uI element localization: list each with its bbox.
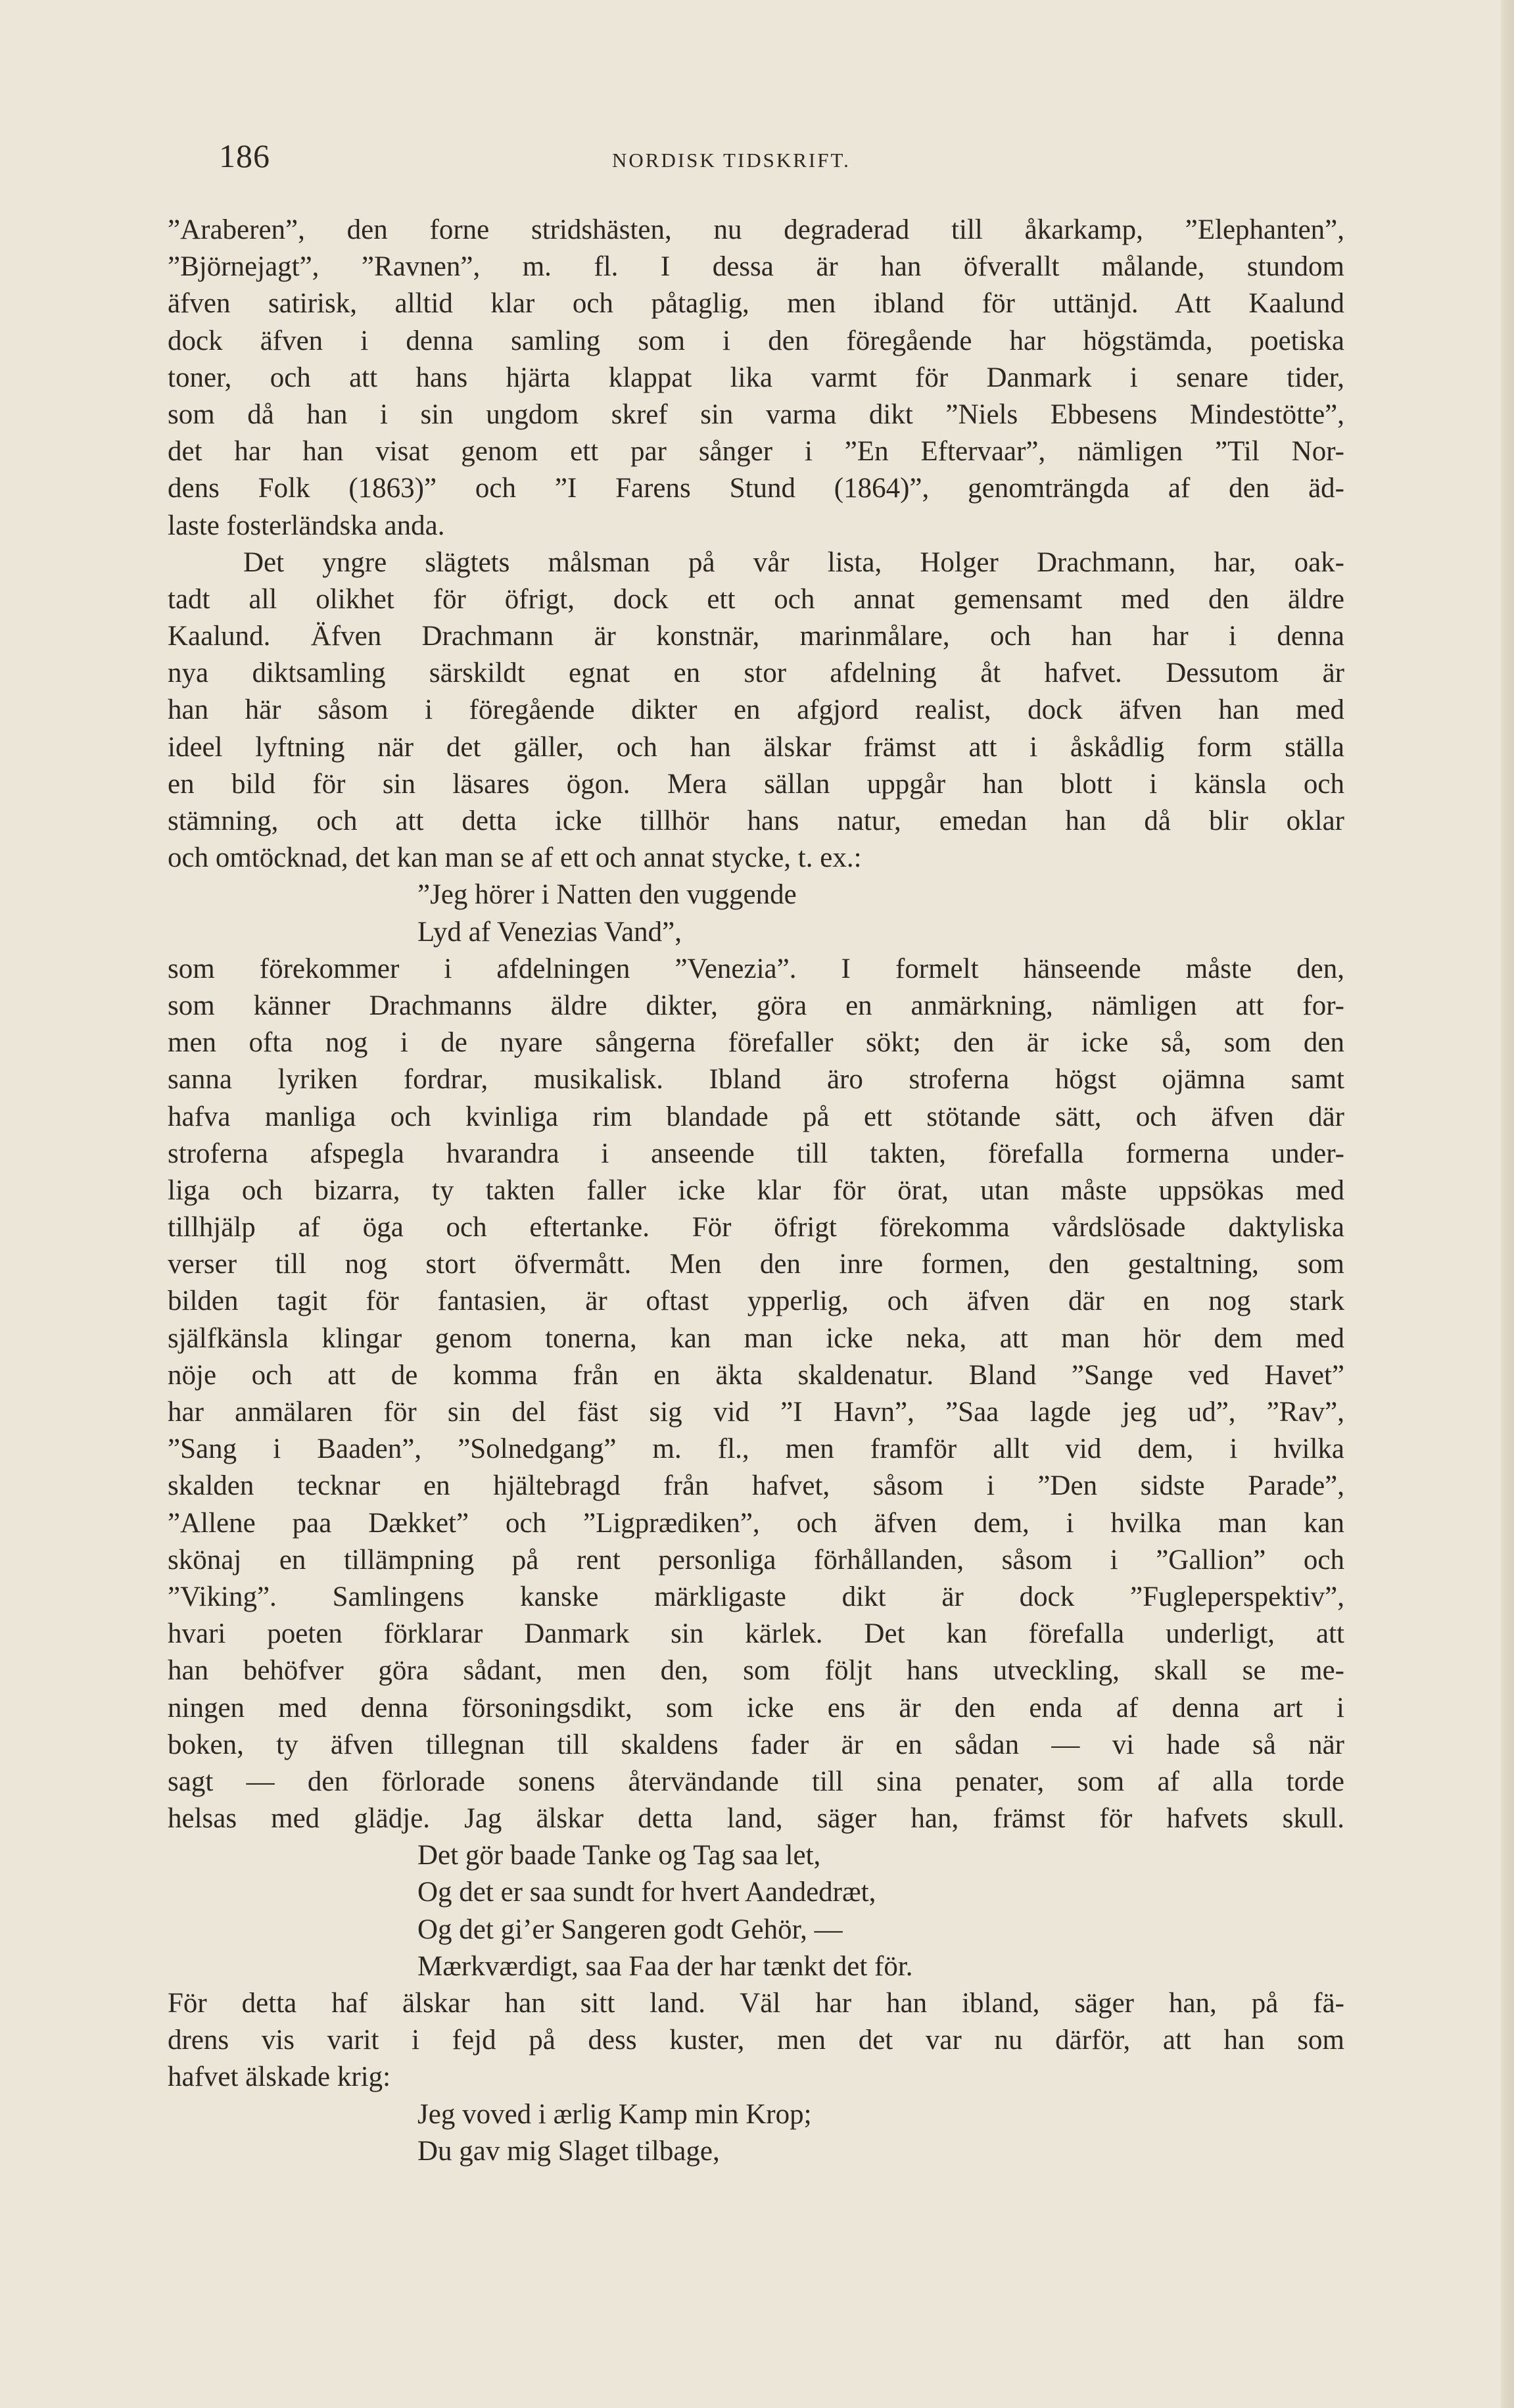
- text-line: ideel lyftning när det gäller, och han älskar främst att i åskådlig form ställa: [168, 731, 1344, 763]
- verse-line: Og det gi’er Sangeren godt Gehör, —: [417, 1914, 843, 1945]
- text-line: sanna lyriken fordrar, musikalisk. Ibland äro stroferna högst ojämna samt: [168, 1064, 1344, 1096]
- text-line: Det yngre slägtets målsman på vår lista, Holger Drachmann, har, oak-: [243, 546, 1344, 578]
- body-text: [168, 212, 1344, 2170]
- text-line: ”Sang i Baaden”, ”Solnedgang” m. fl., men framför allt vid dem, i hvilka: [168, 1433, 1344, 1465]
- text-line: toner, och att hans hjärta klappat lika varmt för Danmark i senare tider,: [168, 362, 1344, 393]
- text-line: stämning, och att detta icke tillhör hans natur, emedan han då blir oklar: [168, 806, 1344, 836]
- text-line: ningen med denna försoningsdikt, som icke ens är den enda af denna art i: [168, 1692, 1344, 1723]
- page-header: [168, 137, 1351, 183]
- text-line: och omtöcknad, det kan man se af ett och annat stycke, t. ex.:: [168, 842, 862, 874]
- text-line: hafvet älskade krig:: [168, 2061, 391, 2093]
- verse-line: Lyd af Venezias Vand”,: [417, 916, 682, 948]
- text-line: nöje och att de komma från en äkta skaldenatur. Bland ”Sange ved Havet”: [168, 1359, 1344, 1391]
- text-line: helsas med glädje. Jag älskar detta land, säger han, främst för hafvets skull.: [168, 1803, 1344, 1835]
- text-line: ”Allene paa Dækket” och ”Ligprædiken”, och äfven dem, i hvilka man kan: [168, 1507, 1344, 1539]
- text-line: ”Viking”. Samlingens kanske märkligaste dikt är dock ”Fugleperspektiv”,: [168, 1581, 1344, 1612]
- running-head: NORDISK TIDSKRIFT.: [612, 149, 851, 172]
- text-line: För detta haf älskar han sitt land. Väl har han ibland, säger han, på fä-: [168, 1988, 1344, 2019]
- verse-line: Mærkværdigt, saa Faa der har tænkt det för.: [417, 1950, 913, 1982]
- verse-line: Det gör baade Tanke og Tag saa let,: [417, 1840, 821, 1871]
- verse-line: Og det er saa sundt for hvert Aandedræt,: [417, 1877, 876, 1908]
- text-line: drens vis varit i fejd på dess kuster, men det var nu därför, att han som: [168, 2025, 1344, 2056]
- text-line: boken, ty äfven tillegnan till skaldens fader är en sådan — vi hade så när: [168, 1729, 1344, 1760]
- text-line: skalden tecknar en hjältebragd från hafvet, såsom i ”Den sidste Parade”,: [168, 1470, 1344, 1502]
- text-line: har anmälaren för sin del fäst sig vid ”I Havn”, ”Saa lagde jeg ud”, ”Rav”,: [168, 1397, 1344, 1428]
- text-line: han behöfver göra sådant, men den, som följt hans utveckling, skall se me-: [168, 1655, 1344, 1687]
- text-line: själfkänsla klingar genom tonerna, kan man icke neka, att man hör dem med: [168, 1322, 1344, 1354]
- text-line: laste fosterländska anda.: [168, 510, 445, 541]
- text-line: tadt all olikhet för öfrigt, dock ett och annat gemensamt med den äldre: [168, 583, 1344, 615]
- text-line: hvari poeten förklarar Danmark sin kärlek. Det kan förefalla underligt, att: [168, 1618, 1344, 1650]
- text-line: det har han visat genom ett par sånger i ”En Eftervaar”, nämligen ”Til Nor-: [168, 436, 1344, 468]
- text-line: en bild för sin läsares ögon. Mera sällan uppgår han blott i känsla och: [168, 768, 1344, 800]
- text-line: hafva manliga och kvinliga rim blandade på ett stötande sätt, och äfven där: [168, 1101, 1344, 1132]
- text-line: verser till nog stort öfvermått. Men den inre formen, den gestaltning, som: [168, 1249, 1344, 1280]
- text-line: äfven satirisk, alltid klar och påtaglig, men ibland för uttänjd. Att Kaalund: [168, 288, 1344, 320]
- text-line: stroferna afspegla hvarandra i anseende till takten, förefalla formerna under-: [168, 1138, 1344, 1169]
- text-line: sagt — den förlorade sonens återvändande till sina penater, som af alla torde: [168, 1766, 1344, 1797]
- text-line: nya diktsamling särskildt egnat en stor afdelning åt hafvet. Dessutom är: [168, 658, 1344, 689]
- text-line: liga och bizarra, ty takten faller icke klar för örat, utan måste uppsökas med: [168, 1174, 1344, 1206]
- text-line: som förekommer i afdelningen ”Venezia”. I formelt hänseende måste den,: [168, 953, 1344, 984]
- text-line: bilden tagit för fantasien, är oftast ypperlig, och äfven där en nog stark: [168, 1286, 1344, 1317]
- text-line: Kaalund. Äfven Drachmann är konstnär, marinmålare, och han har i denna: [168, 621, 1344, 652]
- text-line: dens Folk (1863)” och ”I Farens Stund (1864)”, genomträngda af den äd-: [168, 473, 1344, 504]
- text-line: som känner Drachmanns äldre dikter, göra en anmärkning, nämligen att for-: [168, 990, 1344, 1021]
- text-line: tillhjälp af öga och eftertanke. För öfrigt förekomma vårdslösade daktyliska: [168, 1212, 1344, 1243]
- page-edge: [1501, 0, 1514, 2408]
- text-line: han här såsom i föregående dikter en afgjord realist, dock äfven han med: [168, 694, 1344, 726]
- text-line: ”Björnejagt”, ”Ravnen”, m. fl. I dessa är han öfverallt målande, stundom: [168, 251, 1344, 283]
- verse-line: ”Jeg hörer i Natten den vuggende: [417, 879, 797, 911]
- page-number: 186: [219, 137, 270, 174]
- text-line: men ofta nog i de nyare sångerna förefaller sökt; den är icke så, som den: [168, 1027, 1344, 1059]
- verse-line: Du gav mig Slaget tilbage,: [417, 2135, 720, 2167]
- text-line: dock äfven i denna samling som i den föregående har högstämda, poetiska: [168, 325, 1344, 356]
- text-line: skönaj en tillämpning på rent personliga förhållanden, såsom i ”Gallion” och: [168, 1544, 1344, 1576]
- text-line: ”Araberen”, den forne stridshästen, nu degraderad till åkarkamp, ”Elephanten”,: [168, 214, 1344, 245]
- text-line: som då han i sin ungdom skref sin varma dikt ”Niels Ebbesens Mindestötte”,: [168, 398, 1344, 430]
- verse-line: Jeg voved i ærlig Kamp min Krop;: [417, 2098, 812, 2130]
